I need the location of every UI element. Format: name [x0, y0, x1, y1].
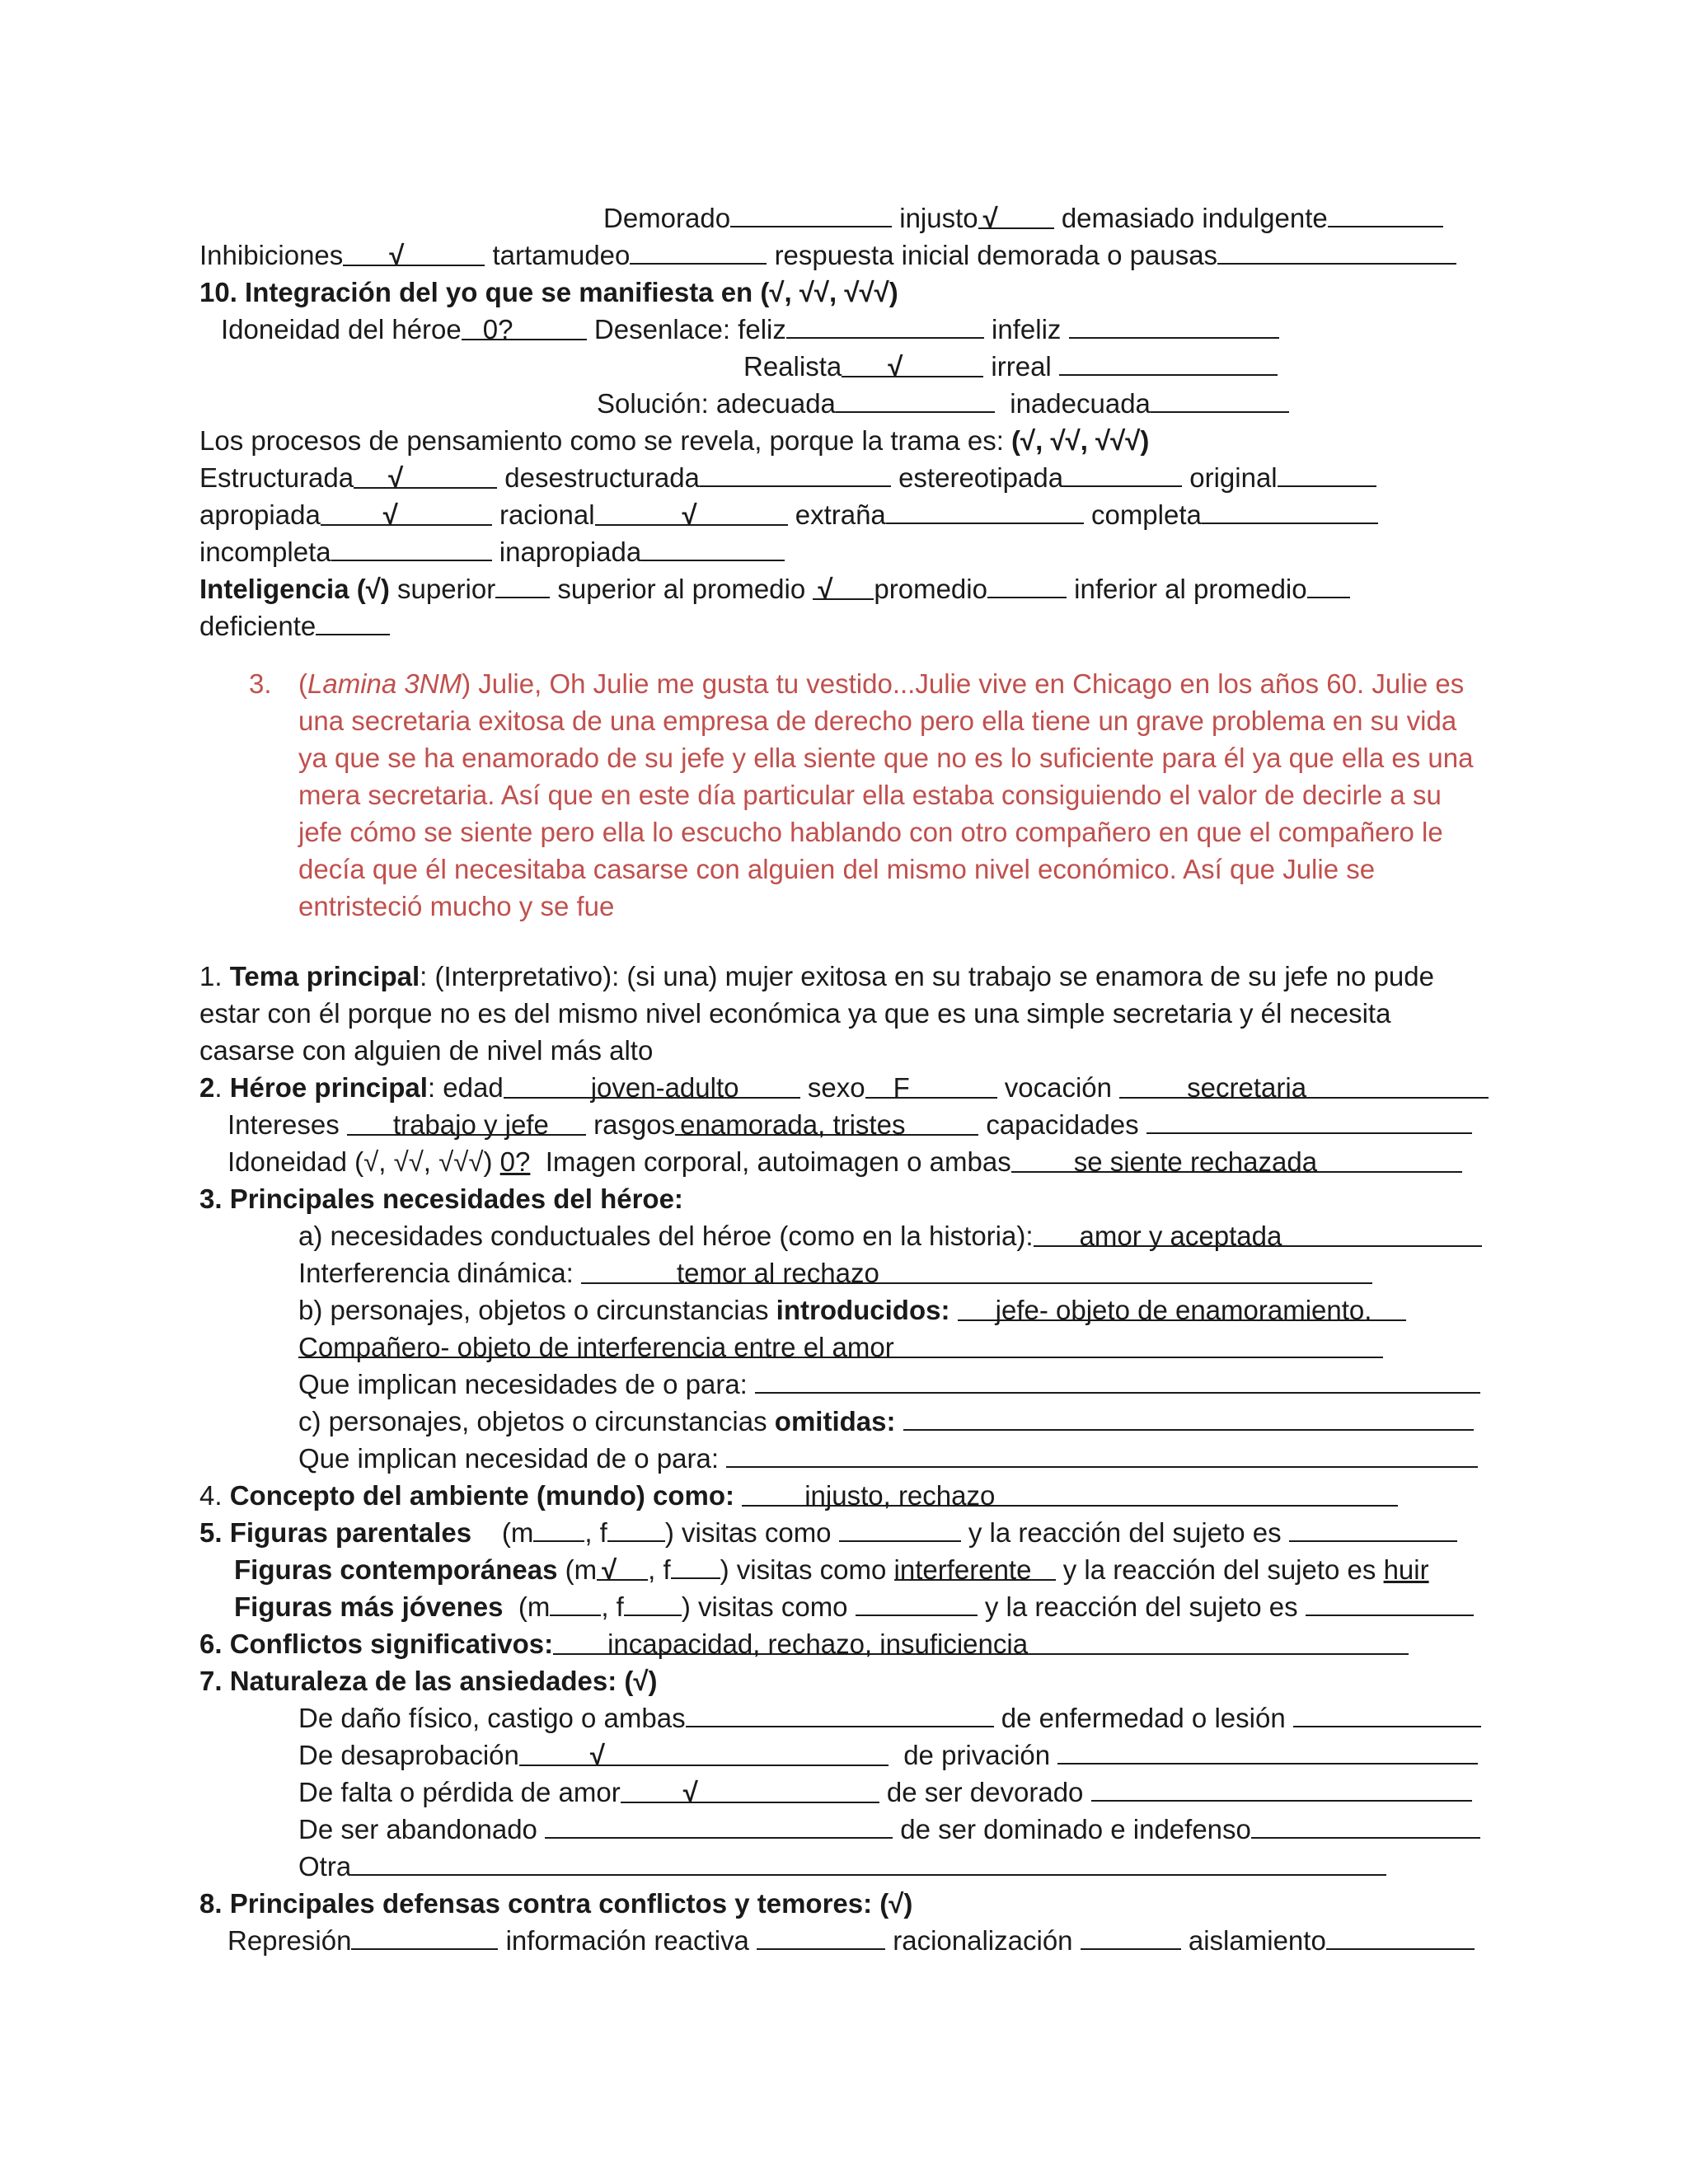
story-line-4: mera secretaria. Así que en este día particular ella estaba consiguiendo el valor de decirle a su — [298, 780, 1442, 810]
racionalizacion-blank[interactable] — [1081, 1923, 1181, 1950]
implican-blank[interactable] — [755, 1366, 1480, 1394]
introducidos-field-2[interactable]: Compañero- objeto de interferencia entre el amor — [298, 1329, 1383, 1358]
s7-row-2: De desaprobación √ de privación — [199, 1736, 1492, 1774]
s8-row-1: Represión información reactiva racionalización aislamiento — [199, 1922, 1492, 1959]
falta-amor-field[interactable]: √ — [621, 1774, 879, 1803]
desestructurada-blank[interactable] — [700, 460, 891, 487]
s2-row-3: Idoneidad (√, √√, √√√) 0? Imagen corporal, autoimagen o ambas se siente rechazada — [199, 1143, 1492, 1180]
enfermedad-blank[interactable] — [1293, 1700, 1481, 1727]
s10-row-1: Idoneidad del héroe 0? Desenlace: feliz infeliz — [199, 311, 1492, 348]
dano-blank[interactable] — [686, 1700, 994, 1727]
s5-row-1: 5. Figuras parentales (m , f ) visitas como y la reacción del sujeto es — [199, 1514, 1492, 1551]
parentales-visitas-blank[interactable] — [839, 1515, 961, 1542]
jovenes-visitas-blank[interactable] — [856, 1589, 978, 1616]
demorado-blank[interactable] — [730, 200, 892, 227]
s2-row-1: 2. Héroe principal: edad joven-adulto sexo F vocación secretaria — [199, 1069, 1492, 1106]
section-8-title: 8. Principales defensas contra conflictos y temores: (√) — [199, 1888, 913, 1919]
parentales-f-blank[interactable] — [607, 1515, 665, 1542]
s10-row-3: Solución: adecuada inadecuada — [199, 385, 1492, 422]
rasgos-field[interactable]: enamorada, tristes — [675, 1106, 978, 1136]
s1-row-3: casarse con alguien de nivel más alto — [199, 1035, 654, 1066]
s3-row-b2 — [199, 1329, 1492, 1366]
story-line-5: jefe cómo se siente pero ella lo escucho hablando con otro compañero en que el compañero le — [298, 817, 1443, 847]
s10-row-4: Los procesos de pensamiento como se revela, porque la trama es: (√, √√, √√√) — [199, 425, 1150, 456]
contemp-m-field[interactable]: √ — [597, 1551, 648, 1581]
represion-blank[interactable] — [351, 1923, 498, 1950]
feliz-blank[interactable] — [786, 312, 984, 339]
s7-row-3: De falta o pérdida de amor √ de ser devorado — [199, 1774, 1492, 1811]
demorado-label: Demorado — [603, 203, 731, 233]
s3-row-c: c) personajes, objetos o circunstancias omitidas: — [199, 1403, 1492, 1440]
s10-row-7: incompleta inapropiada — [199, 533, 1492, 570]
s3-row-a: a) necesidades conductuales del héroe (como en la historia): amor y aceptada — [199, 1217, 1492, 1254]
section-10-title: 10. Integración del yo que se manifiesta en (√, √√, √√√) — [199, 277, 898, 307]
section-7-title: 7. Naturaleza de las ansiedades: (√) — [199, 1666, 658, 1696]
privacion-blank[interactable] — [1057, 1737, 1478, 1765]
vocacion-field[interactable]: secretaria — [1119, 1069, 1489, 1099]
s3-row-interferencia: Interferencia dinámica: temor al rechazo — [199, 1254, 1492, 1291]
imagen-field[interactable]: se siente rechazada — [1011, 1143, 1462, 1173]
s10-row-8: Inteligencia (√) superior superior al promedio √ promedio inferior al promedio — [199, 570, 1492, 607]
story-line-7: entristeció mucho y se fue — [298, 891, 615, 921]
s3-row-implican: Que implican necesidades de o para: — [199, 1366, 1492, 1403]
otra-blank[interactable] — [351, 1849, 1386, 1876]
s6-row: 6. Conflictos significativos: incapacidad, rechazo, insuficiencia — [199, 1625, 1492, 1662]
desaprobacion-field[interactable]: √ — [519, 1736, 889, 1766]
top-row-2 — [199, 237, 1492, 274]
capacidades-blank[interactable] — [1146, 1107, 1472, 1134]
adecuada-blank[interactable] — [836, 386, 995, 413]
tartamudeo-label: tartamudeo — [492, 240, 631, 270]
realista-field[interactable]: √ — [842, 348, 983, 377]
s10-row-9: deficiente — [199, 607, 1492, 644]
story-line-2: una secretaria exitosa de una empresa de derecho pero ella tiene un grave problema en su vida — [298, 705, 1457, 736]
superior-blank[interactable] — [495, 571, 550, 598]
jovenes-f-blank[interactable] — [624, 1589, 682, 1616]
form-page — [199, 199, 1492, 1959]
idoneidad-val[interactable]: 0? — [499, 1146, 531, 1177]
respuesta-blank[interactable] — [1217, 237, 1456, 265]
s10-row-2: Realista √ irreal — [199, 348, 1492, 385]
contemp-f-blank[interactable] — [671, 1552, 720, 1579]
jovenes-m-blank[interactable] — [550, 1589, 601, 1616]
estereotipada-blank[interactable] — [1063, 460, 1182, 487]
dominado-blank[interactable] — [1251, 1811, 1480, 1839]
story-line-6: decía que él necesitaba casarse con alguien del mismo nivel económico. Así que Julie se — [298, 854, 1376, 884]
racional-field[interactable]: √ — [595, 496, 788, 526]
s7-row-5: Otra — [199, 1848, 1492, 1885]
conflictos-field[interactable]: incapacidad, rechazo, insuficiencia — [553, 1625, 1409, 1655]
s1-row-2: estar con él porque no es del mismo nivel económica ya que es una simple secretaria y él necesita — [199, 998, 1391, 1029]
parentales-reaccion-blank[interactable] — [1289, 1515, 1457, 1542]
contemp-visitas-field[interactable]: interferente — [894, 1551, 1056, 1581]
s10-row-5: Estructurada √ desestructurada estereotipada original — [199, 459, 1492, 496]
story-line-1: (Lamina 3NM) Julie, Oh Julie me gusta tu vestido...Julie vive en Chicago en los años 60. Julie es — [298, 668, 1465, 699]
inhibiciones-field[interactable]: √ — [343, 237, 485, 266]
implican2-blank[interactable] — [726, 1441, 1478, 1468]
omitidas-blank[interactable] — [903, 1404, 1474, 1431]
injusto-label: injusto — [899, 203, 978, 233]
promedio-blank[interactable] — [987, 571, 1067, 598]
abandonado-blank[interactable] — [545, 1811, 893, 1839]
tartamudeo-blank[interactable] — [630, 237, 767, 265]
completa-blank[interactable] — [1202, 497, 1378, 524]
aislamiento-blank[interactable] — [1326, 1923, 1475, 1950]
inadecuada-blank[interactable] — [1151, 386, 1289, 413]
irreal-blank[interactable] — [1059, 349, 1278, 376]
jovenes-reaccion-blank[interactable] — [1306, 1589, 1474, 1616]
story-line-3: ya que se ha enamorado de su jefe y ella siente que no es lo suficiente para él ya que ella es una — [298, 743, 1474, 773]
inapropiada-blank[interactable] — [641, 534, 785, 561]
s10-row-6: apropiada √ racional √ extraña completa — [199, 496, 1492, 533]
respuesta-label: respuesta inicial demorada o pausas — [774, 240, 1218, 270]
apropiada-field[interactable]: √ — [321, 496, 492, 526]
deficiente-blank[interactable] — [316, 608, 390, 635]
necesidades-field[interactable]: amor y aceptada — [1034, 1217, 1482, 1247]
s5-row-3: Figuras más jóvenes (m , f ) visitas como y la reacción del sujeto es — [199, 1588, 1492, 1625]
inhibiciones-label: Inhibiciones — [199, 240, 344, 270]
parentales-m-blank[interactable] — [533, 1515, 584, 1542]
s3-row-implican2: Que implican necesidad de o para: — [199, 1440, 1492, 1477]
injusto-field[interactable]: √ — [978, 199, 1054, 229]
reactiva-blank[interactable] — [757, 1923, 885, 1950]
story-number: 3. — [249, 668, 272, 699]
s2-row-2: Intereses trabajo y jefe rasgos enamorada, tristes capacidades — [199, 1106, 1492, 1143]
section-3-title: 3. Principales necesidades del héroe: — [199, 1183, 683, 1214]
original-blank[interactable] — [1278, 460, 1376, 487]
top-row-1 — [199, 199, 1492, 237]
incompleta-blank[interactable] — [331, 534, 492, 561]
indulgente-blank[interactable] — [1328, 200, 1443, 227]
edad-field[interactable]: joven-adulto — [504, 1069, 800, 1099]
indulgente-label: demasiado indulgente — [1061, 203, 1328, 233]
inferior-blank[interactable] — [1307, 571, 1350, 598]
ambiente-field[interactable]: injusto, rechazo — [742, 1477, 1398, 1507]
devorado-blank[interactable] — [1091, 1774, 1472, 1802]
s1-row-1: 1. Tema principal: (Interpretativo): (si una) mujer exitosa en su trabajo se enamora de su jefe no pude — [199, 961, 1434, 991]
estructurada-field[interactable]: √ — [354, 459, 497, 489]
idoneidad-heroe-field[interactable]: 0? — [462, 311, 587, 340]
s7-row-4: De ser abandonado de ser dominado e indefenso — [199, 1811, 1492, 1848]
s4-row: 4. Concepto del ambiente (mundo) como: injusto, rechazo — [199, 1477, 1492, 1514]
extrana-blank[interactable] — [886, 497, 1084, 524]
intereses-field[interactable]: trabajo y jefe — [347, 1106, 586, 1136]
story-paragraph — [199, 665, 1492, 925]
contemp-reaccion[interactable]: huir — [1383, 1554, 1429, 1585]
s3-row-b: b) personajes, objetos o circunstancias introducidos: jefe- objeto de enamoramiento. — [199, 1291, 1492, 1329]
interferencia-field[interactable]: temor al rechazo — [581, 1254, 1372, 1284]
superior-promedio-field[interactable]: √ — [813, 570, 874, 600]
sexo-field[interactable]: F — [865, 1069, 997, 1099]
s5-row-2: Figuras contemporáneas (m √ , f ) visitas como interferente y la reacción del sujeto es huir — [199, 1551, 1492, 1588]
s7-row-1: De daño físico, castigo o ambas de enfermedad o lesión — [199, 1699, 1492, 1736]
introducidos-field[interactable]: jefe- objeto de enamoramiento. — [958, 1291, 1406, 1321]
infeliz-blank[interactable] — [1069, 312, 1279, 339]
